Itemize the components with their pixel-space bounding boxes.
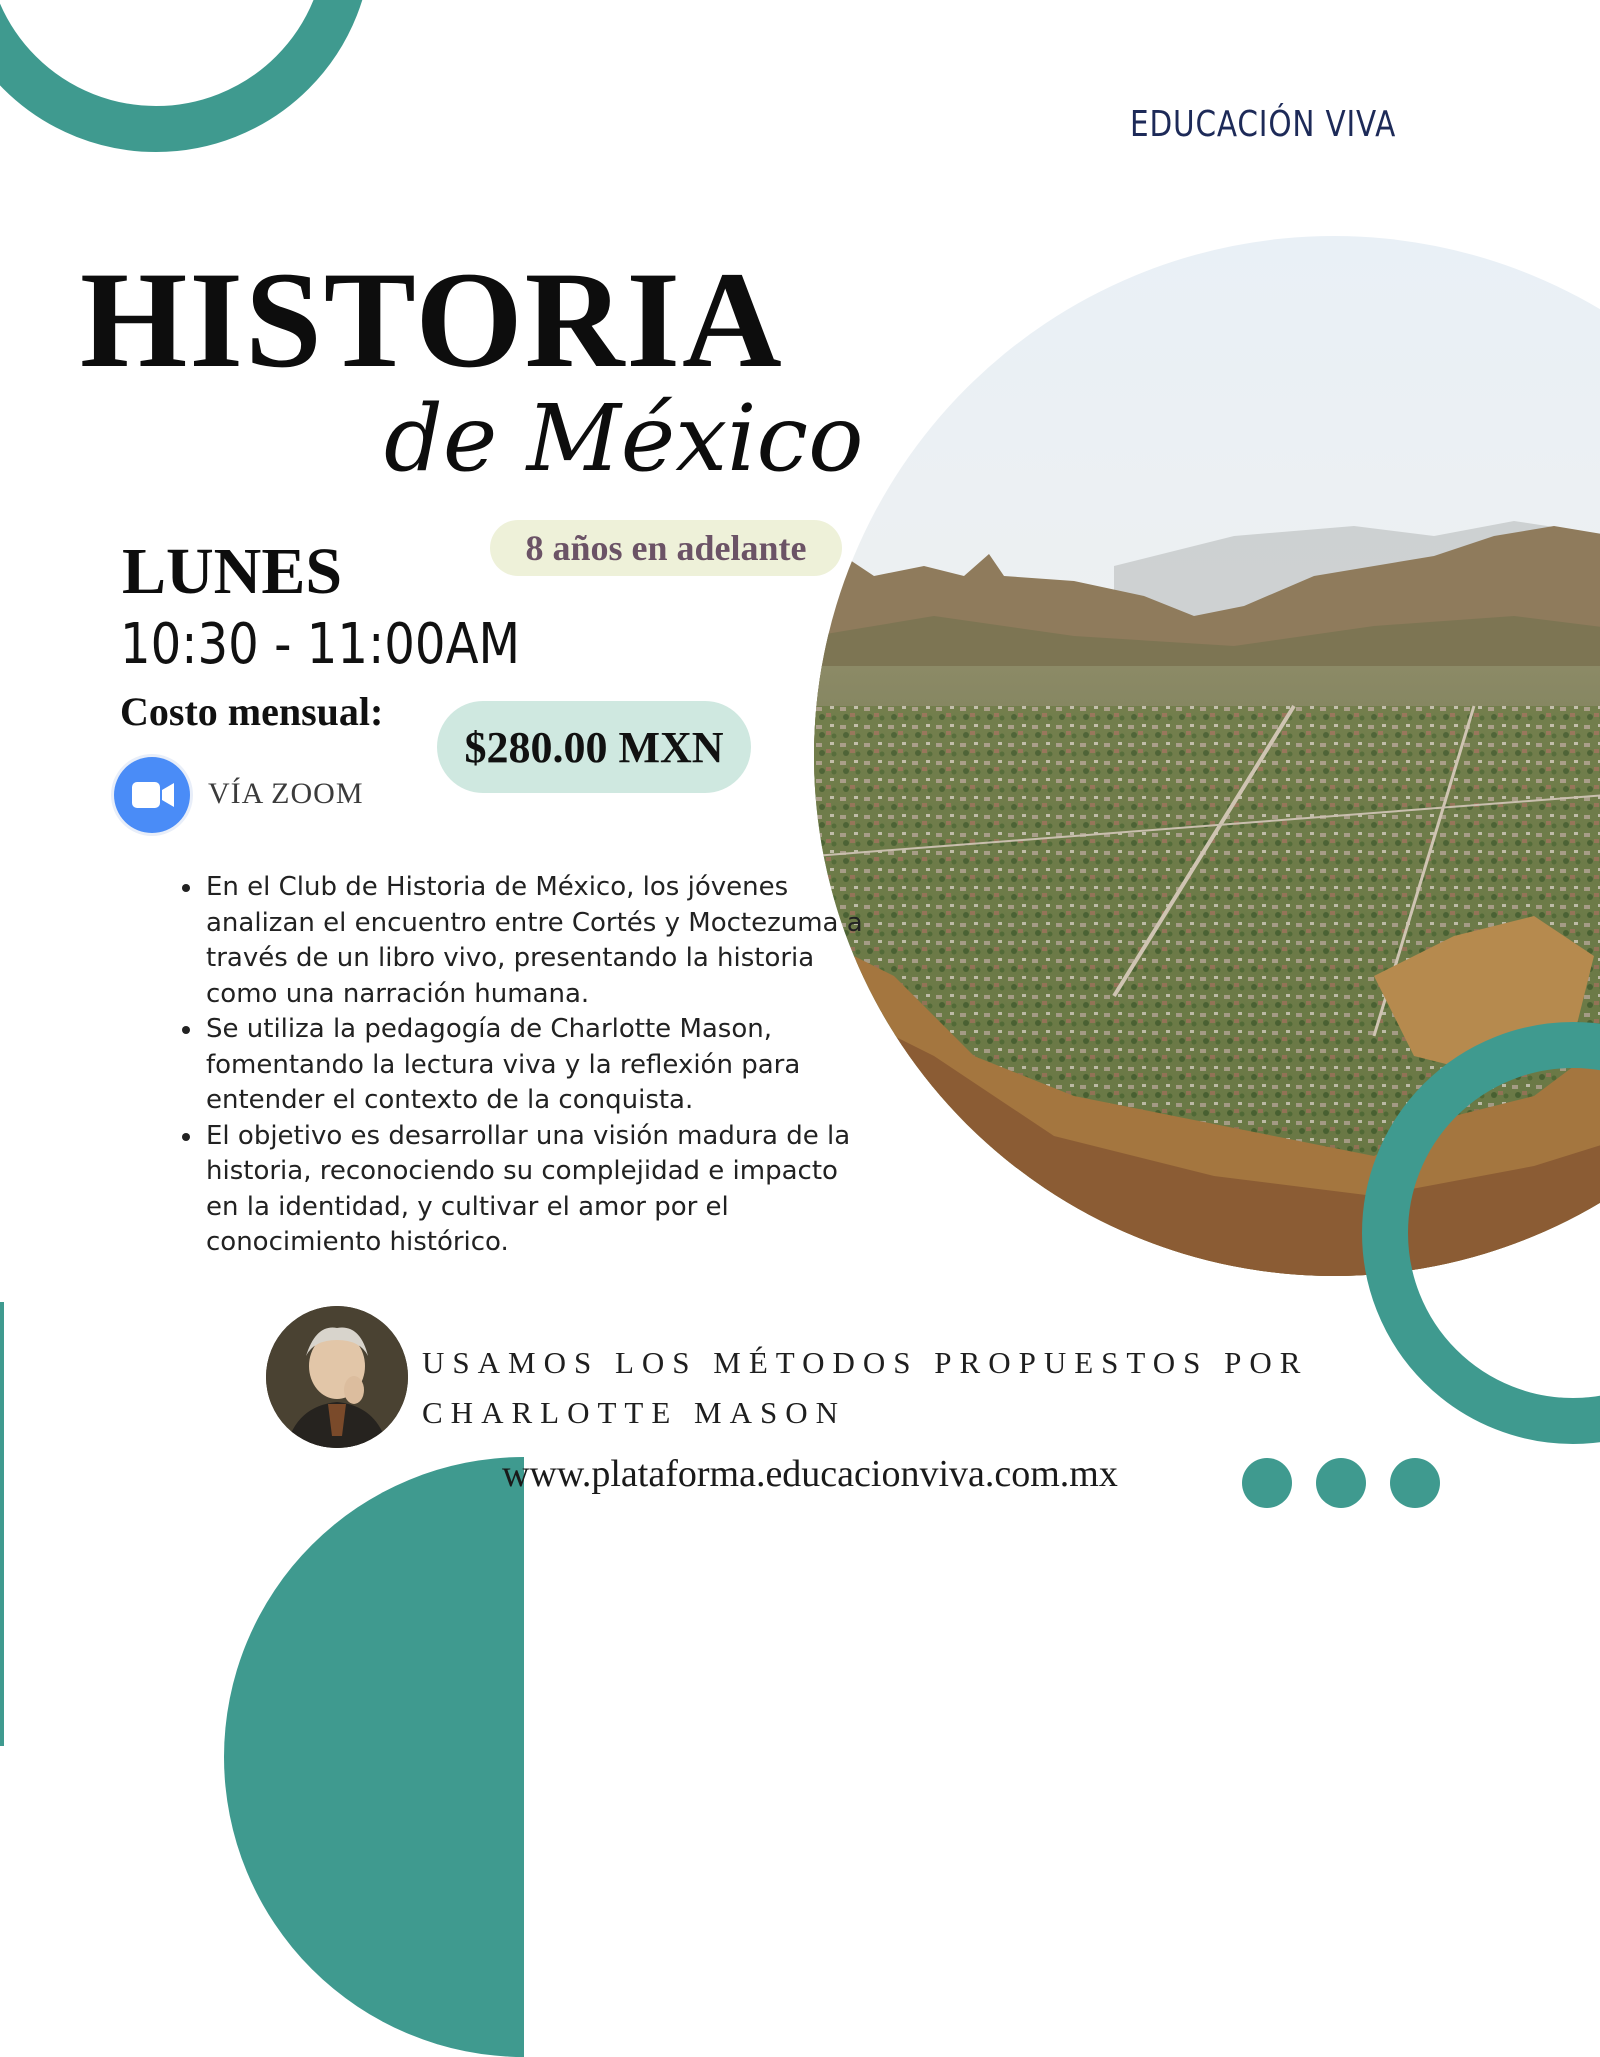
list-item: • Se utiliza la pedagogía de Charlotte Mason, fomentando la lectura viva y la reflexión para entender el contexto de la conquista. [204, 1012, 864, 1119]
platform-label: VÍA ZOOM [208, 777, 364, 810]
brand-name: EDUCACIÓN VIVA [1130, 104, 1397, 145]
zoom-camera-icon [114, 757, 190, 833]
decorative-dot [1316, 1458, 1366, 1508]
list-item: • En el Club de Historia de México, los jóvenes analizan el encuentro entre Cortés y Moctezuma a través de un libro vivo, presentando la historia como una narración humana. [204, 870, 864, 1012]
decorative-dot [1242, 1458, 1292, 1508]
price-badge: $280.00 MXN [437, 701, 751, 793]
website-link[interactable]: www.plataforma.educacionviva.com.mx [502, 1453, 1118, 1495]
charlotte-mason-portrait [266, 1306, 408, 1448]
cost-label: Costo mensual: [120, 689, 384, 734]
description-list [172, 870, 864, 1261]
list-item: • El objetivo es desarrollar una visión madura de la historia, reconociendo su complejidad e impacto en la identidad, y cultivar el amor por el conocimiento histórico. [204, 1119, 864, 1261]
page-title: HISTORIA [80, 243, 784, 396]
page-subtitle: de México [384, 385, 864, 492]
decorative-ring-top [0, 0, 372, 152]
schedule-day: LUNES [122, 535, 343, 608]
decorative-half-circle-bottom [224, 1457, 824, 2057]
methods-statement: USAMOS LOS MÉTODOS PROPUESTOS POR CHARLOTTE MASON [422, 1345, 1309, 1430]
schedule-time: 10:30 - 11:00AM [120, 612, 521, 677]
age-range-badge: 8 años en adelante [490, 520, 842, 576]
decorative-dot [1390, 1458, 1440, 1508]
decorative-half-circle-left [0, 1302, 224, 1746]
